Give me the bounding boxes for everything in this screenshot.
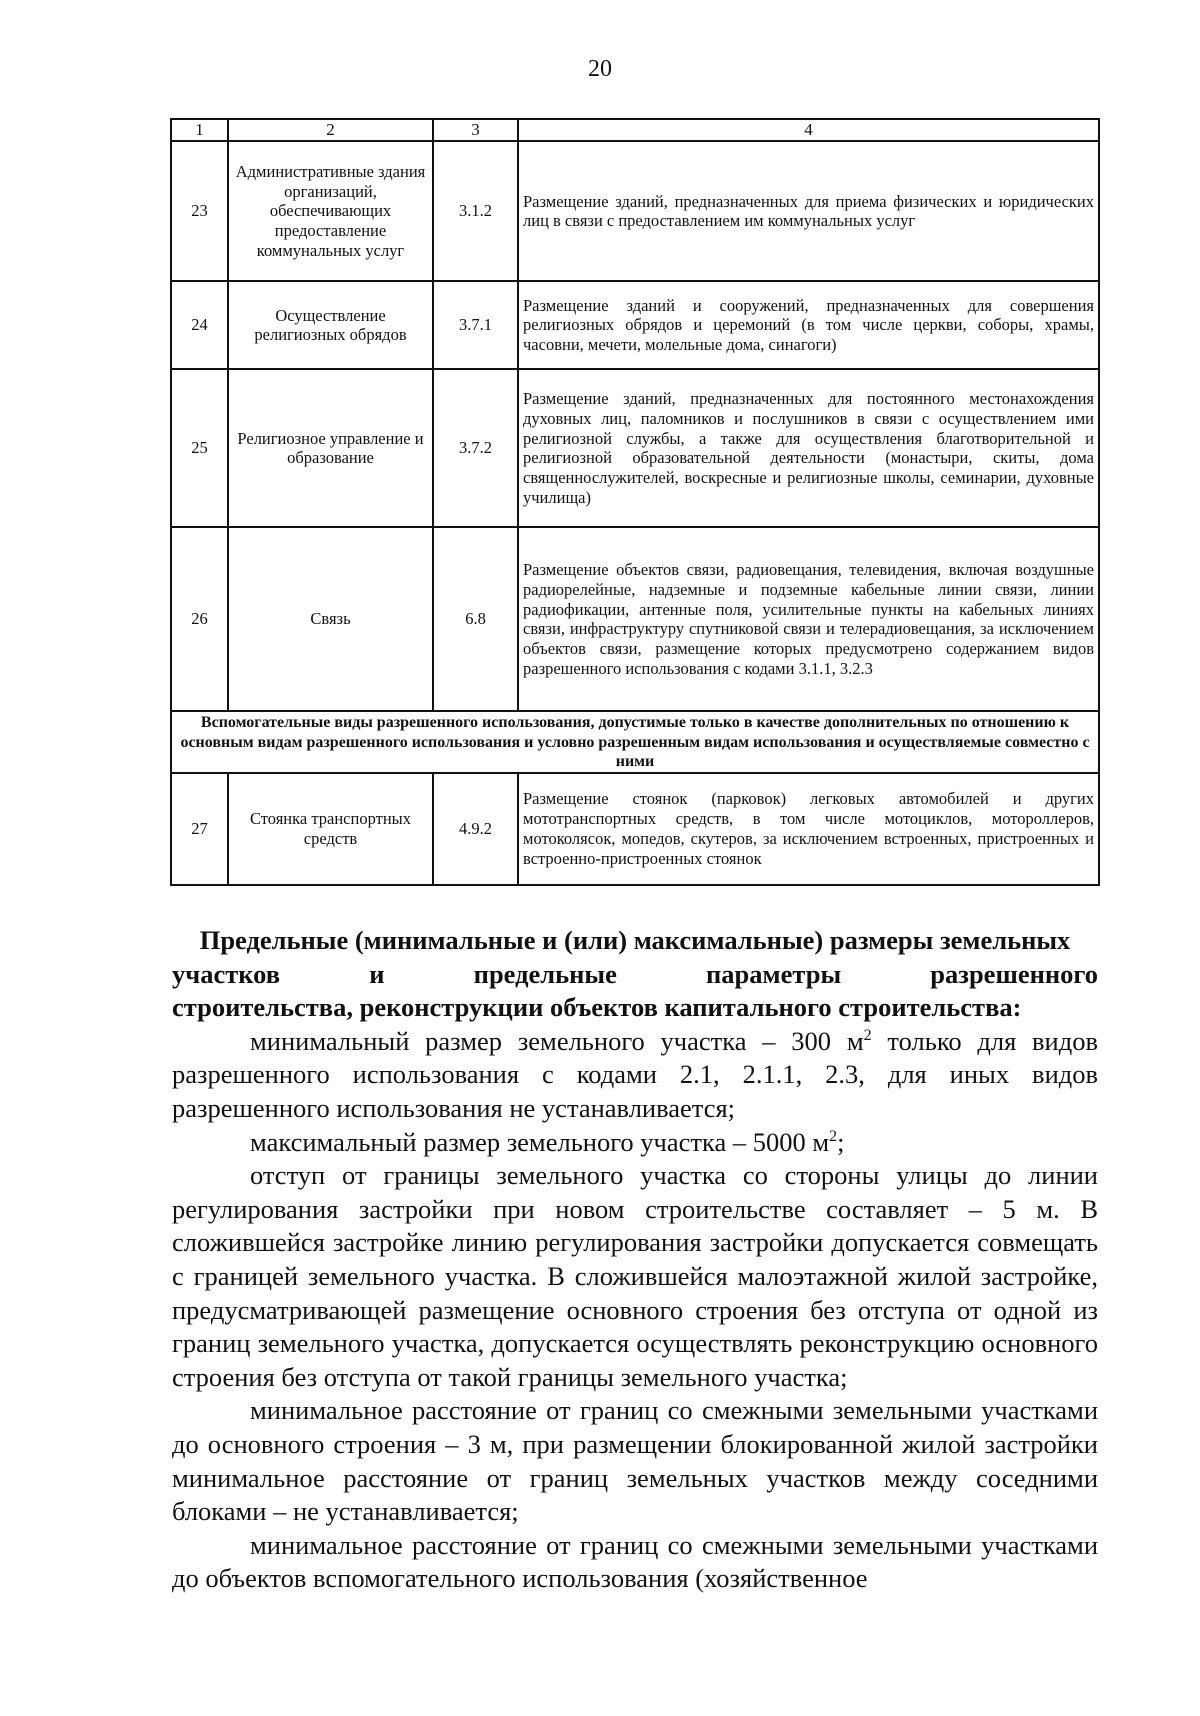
- row-number: 24: [171, 281, 228, 369]
- use-code: 3.7.1: [433, 281, 518, 369]
- text: ;: [837, 1126, 845, 1157]
- use-code: 3.7.2: [433, 369, 518, 527]
- header-cell: 4: [518, 119, 1099, 141]
- text: минимальный размер земельного участка – 300 м: [250, 1025, 864, 1056]
- use-description: Размещение стоянок (парковок) легковых автомобилей и других мототранспортных средств, в том числе мотоциклов, мотороллеров, мотоколясок, мопедов, скутеров, за исключением встроенных, пристроенных и встроенно-пристроенных стоянок: [518, 773, 1099, 885]
- paragraph-min-plot-size: [172, 1025, 1098, 1126]
- use-description: Размещение зданий и сооружений, предназначенных для совершения религиозных обрядов и церемоний (в том числе церкви, соборы, храмы, часовни, мечети, молельные дома, синагоги): [518, 281, 1099, 369]
- use-name: Связь: [228, 527, 433, 711]
- header-cell: 3: [433, 119, 518, 141]
- use-name: Административные здания организаций, обеспечивающих предоставление коммунальных услуг: [228, 141, 433, 281]
- use-description: Размещение зданий, предназначенных для приема физических и юридических лиц в связи с предоставлением им коммунальных услуг: [518, 141, 1099, 281]
- table-row: [171, 527, 1099, 711]
- header-cell: 2: [228, 119, 433, 141]
- table-row: [171, 281, 1099, 369]
- body-text: [172, 924, 1098, 1596]
- paragraph-max-plot-size: [172, 1126, 1098, 1160]
- section-title-line: Предельные (минимальные и (или) максимальные) размеры земельных участков и предельные параметры разрешенного: [172, 925, 1098, 989]
- superscript: 2: [829, 1127, 838, 1145]
- row-number: 23: [171, 141, 228, 281]
- use-description: Размещение объектов связи, радиовещания, телевидения, включая воздушные радиорелейные, надземные и подземные кабельные линии связи, линии радиофикации, антенные поля, усилительные пункты на кабельных линиях связи, инфраструктуру спутниковой связи и телерадиовещания, за исключением объектов связи, размещение которых предусмотрено содержанием видов разрешенного использования с кодами 3.1.1, 3.2.3: [518, 527, 1099, 711]
- section-title-line: строительства, реконструкции объектов капитального строительства:: [172, 992, 1022, 1023]
- land-use-table: [170, 118, 1100, 886]
- paragraph-setback: отступ от границы земельного участка со стороны улицы до линии регулирования застройки при новом строительстве составляет – 5 м. В сложившейся застройке линию регулирования застройки допускается совмещать с границей земельного участка. В сложившейся малоэтажной жилой застройке, предусматривающей размещение основного строения без отступа от одной из границ земельного участка, допускается осуществлять реконструкцию основного строения без отступа от такой границы земельного участка;: [172, 1160, 1098, 1392]
- table-row: [171, 773, 1099, 885]
- row-number: 27: [171, 773, 228, 885]
- row-number: 26: [171, 527, 228, 711]
- text: максимальный размер земельного участка – 5000 м: [250, 1126, 830, 1157]
- header-cell: 1: [171, 119, 228, 141]
- table-header-row: [171, 119, 1099, 141]
- section-title: [172, 924, 1098, 1025]
- section-heading: Вспомогательные виды разрешенного использования, допустимые только в качестве дополнительных по отношению к основным видам разрешенного использования и условно разрешенным видам использования и осуществляемые совместно с ними: [171, 711, 1099, 773]
- use-name: Религиозное управление и образование: [228, 369, 433, 527]
- paragraph-min-distance-main: минимальное расстояние от границ со смежными земельными участками до основного строения – 3 м, при размещении блокированной жилой застройки минимальное расстояние от границ земельных участков между соседними блоками – не устанавливается;: [172, 1395, 1098, 1527]
- paragraph-min-distance-auxiliary: минимальное расстояние от границ со смежными земельными участками до объектов вспомогательного использования (хозяйственное: [172, 1529, 1098, 1594]
- text: только для видов разрешенного использования с кодами 2.1, 2.1.1, 2.3, для иных видов разрешенного использования не устанавливается;: [172, 1025, 1098, 1123]
- page-number: 20: [588, 56, 612, 82]
- table-row: [171, 141, 1099, 281]
- use-code: 6.8: [433, 527, 518, 711]
- use-description: Размещение зданий, предназначенных для постоянного местонахождения духовных лиц, паломников и послушников в связи с осуществлением ими религиозной службы, а также для осуществления благотворительной и религиозной образовательной деятельности (монастыри, скиты, дома священнослужителей, воскресные и религиозные школы, семинарии, духовные училища): [518, 369, 1099, 527]
- use-code: 4.9.2: [433, 773, 518, 885]
- use-name: Стоянка транспортных средств: [228, 773, 433, 885]
- use-code: 3.1.2: [433, 141, 518, 281]
- use-name: Осуществление религиозных обрядов: [228, 281, 433, 369]
- row-number: 25: [171, 369, 228, 527]
- table-row: [171, 369, 1099, 527]
- superscript: 2: [863, 1026, 872, 1044]
- section-heading-row: [171, 711, 1099, 773]
